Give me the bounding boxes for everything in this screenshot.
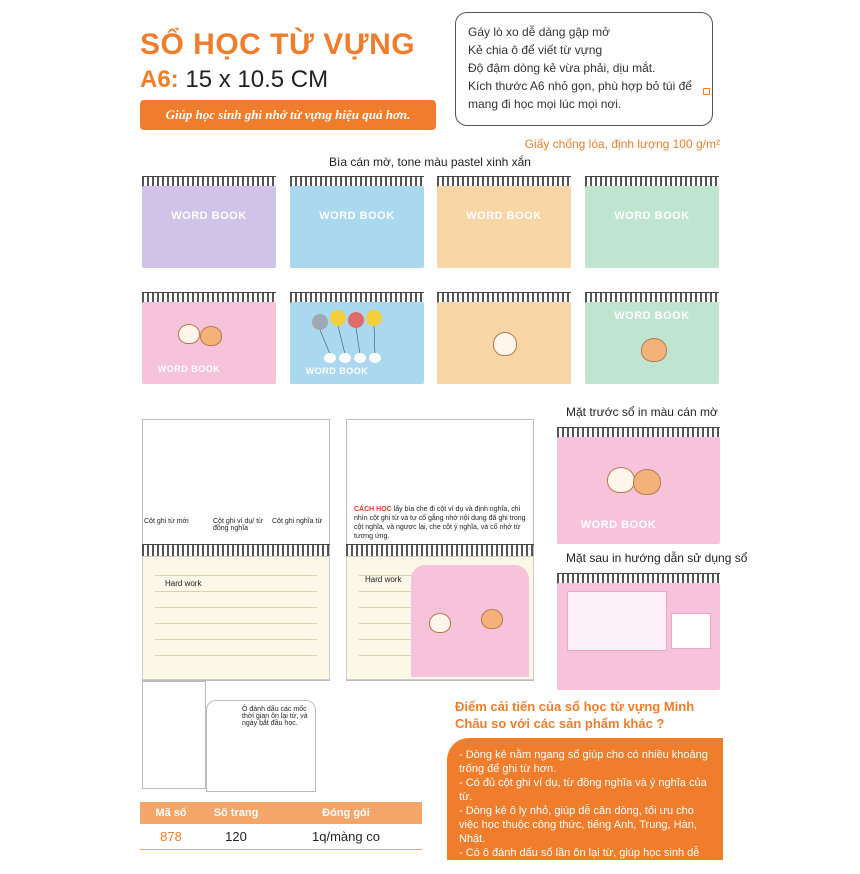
bubble-marker-icon	[703, 88, 710, 95]
cover-face	[557, 583, 720, 690]
cat-illustration	[429, 613, 451, 633]
table-header	[140, 802, 422, 824]
back-label: Mặt sau in hướng dẫn sử dụng sổ	[566, 551, 748, 565]
cat-illustration	[178, 324, 200, 344]
cover-blue-balloons	[290, 292, 424, 384]
spiral-binding	[142, 544, 330, 556]
checkbox-note: Ô đánh dấu các mốc thời gian ôn lại từ, và ngày bắt đầu học.	[242, 706, 308, 727]
ruled-line	[155, 623, 317, 624]
cover-peach	[437, 176, 571, 268]
sample-word: Hard work	[165, 579, 202, 588]
ruled-line	[155, 591, 317, 592]
cover-title: WORD BOOK	[171, 210, 247, 222]
table-row	[140, 824, 422, 850]
back-cover	[557, 573, 720, 690]
cat-illustration	[481, 609, 503, 629]
cover-green	[585, 176, 719, 268]
cell-pages: 120	[225, 829, 247, 844]
front-label: Mặt trước sổ in màu cán mờ	[566, 405, 718, 419]
header-pages: Số trang	[213, 807, 259, 819]
spec-table	[140, 802, 422, 850]
product-title: SỔ HỌC TỪ VỰNG	[140, 28, 416, 61]
barcode-box	[671, 613, 711, 649]
slogan-banner: Giúp học sinh ghi nhớ từ vựng hiệu quả hơn.	[140, 100, 436, 130]
cover-title: WORD BOOK	[305, 366, 369, 376]
improvement-item: - Dòng kẻ ô ly nhỏ, giúp dễ căn dòng, tối ưu cho việc học thuộc công thức, tiếng Anh, Trung, Hàn, Nhật.	[459, 805, 697, 845]
cover-title: WORD BOOK	[157, 364, 221, 374]
size-prefix: A6:	[140, 66, 179, 93]
cover-title: WORD BOOK	[614, 210, 690, 222]
header-packing: Đóng gói	[322, 807, 370, 819]
size-value: 15 x 10.5 CM	[185, 66, 329, 93]
cover-face	[290, 186, 424, 268]
cat-illustration	[641, 338, 667, 362]
label-word-column: Cột ghi từ mới	[144, 518, 189, 525]
cover-face	[290, 302, 424, 384]
alpaca-illustration	[493, 332, 517, 356]
feature-line: Độ đậm dòng kẻ vừa phải, dịu mắt.	[468, 61, 656, 75]
feature-line: mang đi học mọi lúc mọi nơi.	[468, 97, 622, 111]
sample-word: Hard work	[365, 575, 402, 584]
cover-title: WORD BOOK	[466, 210, 542, 222]
cell-code: 878	[160, 829, 182, 844]
improvements-box	[447, 738, 723, 873]
ruled-line	[155, 607, 317, 608]
improvement-item: - Có đủ cột ghi ví dụ, từ đồng nghĩa và ý nghĩa của từ.	[459, 777, 707, 803]
features-bubble	[455, 12, 713, 126]
ruled-line	[155, 655, 317, 656]
cover-face	[437, 302, 571, 384]
ruled-line	[155, 575, 317, 576]
notebook-page-right	[346, 556, 534, 680]
cover-blue	[290, 176, 424, 268]
cover-peach-alpaca	[437, 292, 571, 384]
method-body: lấy bìa che đi cột ví dụ và định nghĩa, chỉ nhìn cột ghi từ và tự cố gắng nhớ nội dung đã ghi trong cột nghĩa, và ngược lại, che cột ý nghĩa, và cố nhớ từ tương ứng.	[354, 506, 526, 540]
cat-illustration	[200, 326, 222, 346]
cover-title: WORD BOOK	[319, 210, 395, 222]
cover-face	[585, 302, 719, 384]
cover-note: Bìa cán mờ, tone màu pastel xinh xắn	[329, 155, 531, 169]
usage-guide	[567, 591, 667, 651]
size-line	[140, 66, 328, 94]
ruled-line	[155, 639, 317, 640]
cover-green-cat	[585, 292, 719, 384]
improvement-item: - Dòng kẻ nằm ngang sổ giúp cho có nhiều khoảng trống để ghi từ hơn.	[459, 749, 708, 775]
cover-face	[142, 186, 276, 268]
cat-illustration	[607, 467, 635, 493]
header-code: Mã số	[155, 807, 187, 819]
feature-line: Kích thước A6 nhỏ gọn, phù hợp bỏ túi để	[468, 79, 692, 93]
method-text	[354, 505, 526, 541]
cover-title: WORD BOOK	[580, 519, 657, 531]
cover-card	[411, 565, 529, 677]
cover-face	[437, 186, 571, 268]
label-meaning-column: Cột ghi nghĩa từ	[272, 518, 323, 525]
cat-illustration	[633, 469, 661, 495]
paper-note: Giấy chống lóa, định lượng 100 g/m²	[524, 137, 720, 151]
improvements-heading: Điểm cải tiến của sổ học từ vựng Minh Châu so với các sản phẩm khác ?	[455, 699, 695, 731]
spiral-binding	[346, 544, 534, 556]
feature-line: Kẻ chia ô để viết từ vựng	[468, 43, 603, 57]
cover-face	[585, 186, 719, 268]
notebook-page-left	[142, 556, 330, 680]
cover-face	[557, 437, 720, 544]
feature-line: Gáy lò xo dễ dàng gập mở	[468, 25, 610, 39]
front-cover	[557, 427, 720, 544]
method-label: CÁCH HỌC	[354, 506, 392, 513]
cell-packing: 1q/màng co	[312, 829, 380, 844]
page-flap	[142, 681, 206, 789]
cover-purple	[142, 176, 276, 268]
cover-title: WORD BOOK	[614, 310, 690, 322]
label-example-column: Cột ghi ví dụ/ từ đồng nghĩa	[213, 518, 263, 532]
improvement-item: - Có ô đánh dấu số lần ôn lại từ, giúp học sinh dễ dàng theo dõi tiến trình học tập	[459, 847, 700, 873]
